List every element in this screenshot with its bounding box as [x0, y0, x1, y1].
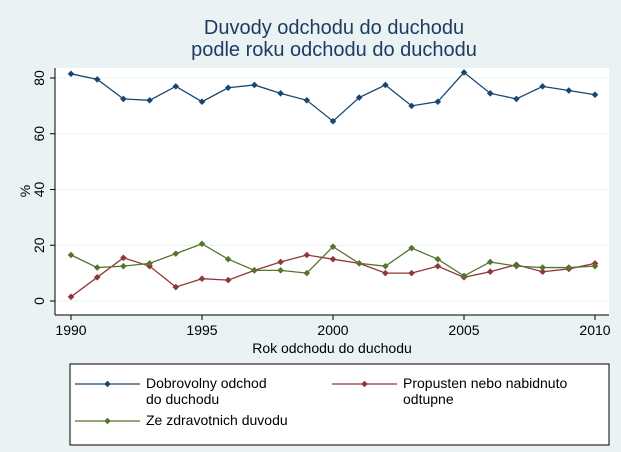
y-tick-label-80: 80 — [31, 70, 47, 86]
y-tick-label-20: 20 — [31, 237, 47, 254]
x-axis-label: Rok odchodu do duchodu — [252, 340, 412, 356]
x-tick-label-2005: 2005 — [448, 322, 480, 338]
y-tick-label-40: 40 — [31, 181, 47, 198]
x-tick-label-2010: 2010 — [579, 322, 611, 338]
y-axis — [31, 68, 55, 315]
x-tick-label-1995: 1995 — [186, 322, 218, 338]
chart-title-line-2: podle roku odchodu do duchodu — [191, 39, 477, 61]
legend-label-1-line-1: odtupne — [403, 391, 454, 407]
legend-label-2-line-0: Ze zdravotnich duvodu — [146, 412, 288, 428]
y-tick-label-60: 60 — [31, 125, 47, 142]
x-axis — [55, 315, 611, 338]
x-tick-label-2000: 2000 — [317, 322, 349, 338]
legend-label-1-line-0: Propusten nebo nabidnuto — [403, 375, 568, 391]
x-tick-label-1990: 1990 — [55, 322, 87, 338]
legend-label-0-line-0: Dobrovolny odchod — [146, 375, 267, 391]
legend-label-0-line-1: do duchodu — [146, 391, 220, 407]
chart-title-line-1: Duvody odchodu do duchodu — [203, 17, 465, 39]
y-tick-label-0: 0 — [31, 297, 47, 305]
y-axis-label: % — [17, 184, 33, 198]
plot-area — [55, 68, 609, 315]
